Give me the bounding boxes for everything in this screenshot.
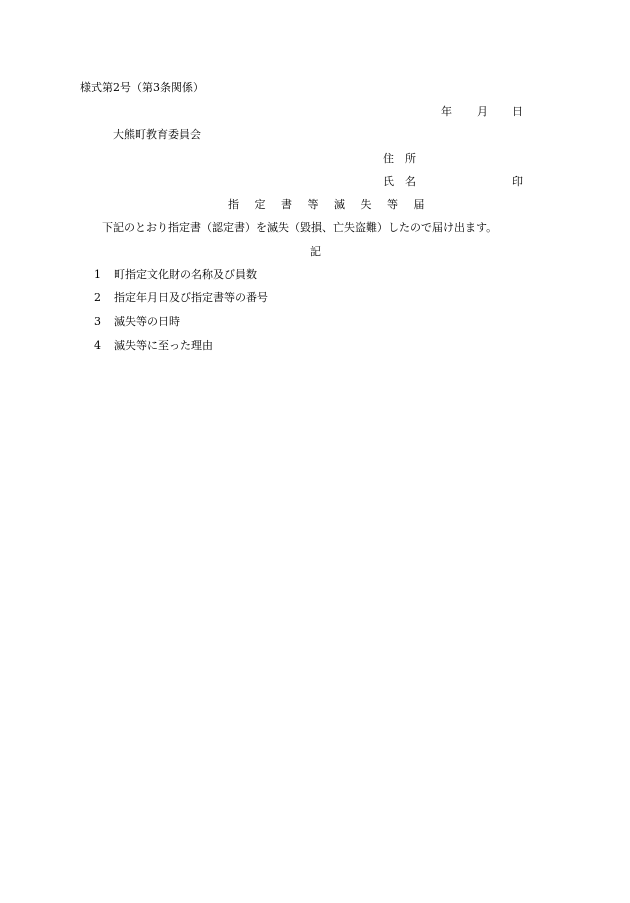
item-text: 町指定文化財の名称及び員数 bbox=[114, 268, 257, 281]
ki-heading: 記 bbox=[310, 245, 321, 258]
list-item bbox=[94, 339, 213, 353]
item-number: 4 bbox=[94, 339, 101, 352]
title-char: 等 bbox=[387, 198, 398, 211]
date-month: 月 bbox=[477, 105, 488, 118]
date-year: 年 bbox=[441, 105, 452, 118]
date-day: 日 bbox=[512, 105, 523, 118]
item-text: 指定年月日及び指定書等の番号 bbox=[114, 291, 268, 304]
date-line bbox=[441, 105, 523, 119]
item-number: 3 bbox=[94, 315, 101, 328]
title-char: 定 bbox=[254, 198, 266, 211]
list-item bbox=[94, 291, 268, 305]
document-title bbox=[228, 198, 425, 212]
body-text: 下記のとおり指定書（認定書）を滅失（毀損、亡失盗難）したので届け出ます。 bbox=[102, 221, 498, 234]
form-number: 様式第2号（第3条関係） bbox=[80, 81, 204, 94]
item-number: 1 bbox=[94, 268, 101, 281]
title-char: 等 bbox=[307, 198, 319, 211]
addressee: 大熊町教育委員会 bbox=[113, 128, 201, 141]
name-label: 氏 名 bbox=[383, 175, 416, 188]
item-text: 滅失等に至った理由 bbox=[114, 339, 213, 352]
list-item bbox=[94, 315, 180, 329]
title-char: 書 bbox=[281, 198, 292, 211]
item-number: 2 bbox=[94, 291, 101, 304]
address-label: 住 所 bbox=[383, 152, 416, 165]
item-text: 滅失等の日時 bbox=[114, 315, 180, 328]
list-item bbox=[94, 268, 257, 282]
title-char: 届 bbox=[413, 198, 425, 211]
title-char: 滅 bbox=[334, 198, 345, 211]
seal-mark: 印 bbox=[512, 175, 523, 188]
title-char: 失 bbox=[360, 198, 372, 211]
title-char: 指 bbox=[228, 198, 239, 211]
